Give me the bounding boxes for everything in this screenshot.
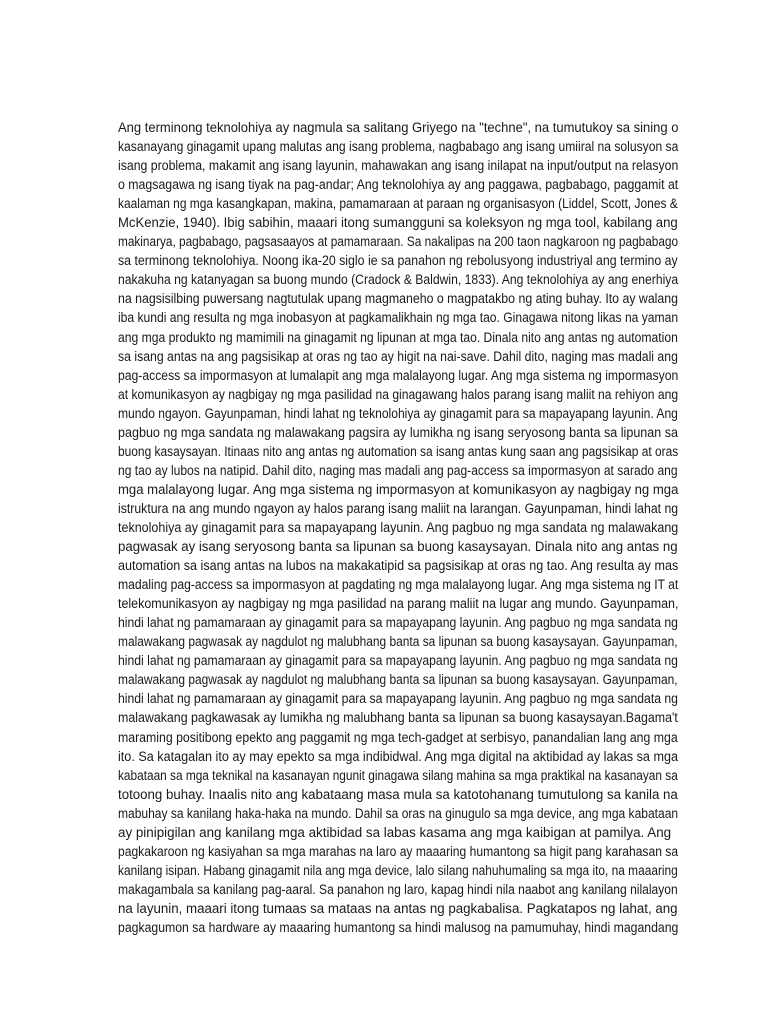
text-line: teknolohiya ay ginagamit para sa mapayapang layunin. Ang pagbuo ng mga sandata ng malawakang	[118, 519, 679, 535]
text-line: pag-access sa impormasyon at lumalapit ang mga malalayong lugar. Ang mga sistema ng impormasyon	[118, 367, 679, 383]
text-line: pagwasak ay isang seryosong banta sa lipunan sa buong kasaysayan. Dinala nito ang antas ng	[118, 539, 678, 555]
text-line: iba kundi ang resulta ng mga inobasyon at pagkamalikhain ng mga tao. Ginagawa nitong likas na yaman	[118, 310, 679, 326]
text-line: istruktura na ang mundo ngayon ay halos parang isang maliit na larangan. Gayunpaman, hindi lahat ng	[118, 500, 679, 516]
text-line: isang problema, makamit ang isang layunin, mahawakan ang isang inilapat na input/output na relasyon	[118, 158, 679, 174]
text-line: na layunin, maaari itong tumaas sa mataas na antas ng pagkabalisa. Pagkatapos ng lahat, ang	[118, 900, 678, 916]
text-line: Ang terminong teknolohiya ay nagmula sa salitang Griyego na "techne", na tumutukoy sa sining o	[118, 120, 679, 135]
text-line: mga malalayong lugar. Ang mga sistema ng impormasyon at komunikasyon ay nagbigay ng mga	[118, 481, 679, 497]
text-line: McKenzie, 1940). Ibig sabihin, maaari itong sumangguni sa koleksyon ng mga tool, kabilang ang	[118, 215, 678, 231]
text-line: sa isang antas na ang pagsisikap at oras ng tao ay higit na nai-save. Dahil dito, naging mas madali ang	[118, 348, 678, 364]
text-line: na nagsisilbing puwersang nagtutulak upang magmaneho o magpatakbo ng ating buhay. Ito ay walang	[118, 291, 678, 307]
text-line: buong kasaysayan. Itinaas nito ang antas ng automation sa isang antas kung saan ang pagsisikap at oras	[118, 443, 679, 459]
text-line: telekomunikasyon ay nagbigay ng mga pasilidad na parang maliit na lugar ang mundo. Gayunpaman,	[118, 596, 679, 612]
text-line: hindi lahat ng pamamaraan ay ginagamit para sa mapayapang layunin. Ang pagbuo ng mga sandata ng	[118, 653, 678, 669]
text-line: nakakuha ng katanyagan sa buong mundo (Cradock & Baldwin, 1833). Ang teknolohiya ay ang enerhiya	[118, 272, 679, 288]
text-line: makinarya, pagbabago, pagsasaayos at pamamaraan. Sa nakalipas na 200 taon nagkaroon ng pagbabago	[118, 234, 679, 250]
body-text	[118, 118, 678, 937]
text-line: malawakang pagkawasak ay lumikha ng malubhang banta sa lipunan sa buong kasaysayan.Bagama't	[118, 710, 678, 726]
text-line: mundo ngayon. Gayunpaman, hindi lahat ng teknolohiya ay ginagamit para sa mapayapang layunin. Ang	[118, 405, 678, 421]
text-line: malawakang pagwasak ay nagdulot ng malubhang banta sa lipunan sa buong kasaysayan. Gayunpaman,	[118, 634, 678, 650]
text-line: ay pinipigilan ang kanilang mga aktibidad sa labas kasama ang mga kaibigan at pamilya. Ang	[118, 824, 672, 840]
text-line: automation sa isang antas na lubos na makakatipid sa pagsisikap at oras ng tao. Ang resulta ay mas	[118, 558, 679, 574]
text-line: sa terminong teknolohiya. Noong ika-20 siglo ie sa panahon ng rebolusyong industriyal ang termino ay	[118, 253, 678, 269]
text-line: ang mga produkto ng mamimili na ginagamit ng lipunan at mga tao. Dinala nito ang antas ng automation	[118, 329, 678, 345]
text-line: ng tao ay lubos na natipid. Dahil dito, naging mas madali ang pag-access sa impormasyon at sarado ang	[118, 462, 678, 478]
text-line: pagkakaroon ng kasiyahan sa mga marahas na laro ay maaaring humantong sa higit pang karahasan sa	[118, 843, 679, 859]
text-line: malawakang pagwasak ay nagdulot ng malubhang banta sa lipunan sa buong kasaysayan. Gayunpaman,	[118, 672, 678, 688]
text-line: pagbuo ng mga sandata ng malawakang pagsira ay lumikha ng isang seryosong banta sa lipunan sa	[118, 424, 679, 440]
text-line: makagambala sa kanilang pag-aaral. Sa panahon ng laro, kapag hindi nila naabot ang kanilang nilalayon	[118, 881, 678, 897]
text-line: pagkagumon sa hardware ay maaaring humantong sa hindi malusog na pamumuhay, hindi magandang	[118, 919, 679, 935]
text-line: madaling pag-access sa impormasyon at pagdating ng mga malalayong lugar. Ang mga sistema ng IT at	[118, 577, 679, 593]
text-line: totoong buhay. Inaalis nito ang kabataang masa mula sa katotohanang tumutulong sa kanila na	[118, 786, 678, 802]
text-line: at komunikasyon ay nagbigay ng mga pasilidad na ginagawang halos parang isang maliit na rehiyon ang	[118, 386, 679, 402]
text-line: kanilang isipan. Habang ginagamit nila ang mga device, lalo silang nahuhumaling sa mga ito, na maaaring	[118, 862, 678, 878]
text-line: hindi lahat ng pamamaraan ay ginagamit para sa mapayapang layunin. Ang pagbuo ng mga sandata ng	[118, 691, 678, 707]
text-line: mabuhay sa kanilang haka-haka na mundo. Dahil sa oras na ginugulo sa mga device, ang mga kabataan	[118, 805, 679, 821]
text-line: kabataan sa mga teknikal na kasanayan ngunit ginagawa silang mahina sa mga praktikal na kasanayan sa	[118, 767, 678, 783]
text-line: maraming positibong epekto ang paggamit ng mga tech-gadget at serbisyo, panandalian lang ang mga	[118, 729, 678, 745]
text-line: kasanayang ginagamit upang malutas ang isang problema, nagbabago ang isang umiiral na solusyon sa	[118, 139, 679, 155]
text-line: hindi lahat ng pamamaraan ay ginagamit para sa mapayapang layunin. Ang pagbuo ng mga sandata ng	[118, 615, 678, 631]
text-line: o magsagawa ng isang tiyak na pag-andar; Ang teknolohiya ay ang paggawa, pagbabago, paggamit at	[118, 177, 679, 193]
text-line: kaalaman ng mga kasangkapan, makina, pamamaraan at paraan ng organisasyon (Liddel, Scott, Jones &	[118, 196, 678, 212]
text-line: ito. Sa katagalan ito ay may epekto sa mga indibidwal. Ang mga digital na aktibidad ay lakas sa mga	[118, 748, 679, 764]
